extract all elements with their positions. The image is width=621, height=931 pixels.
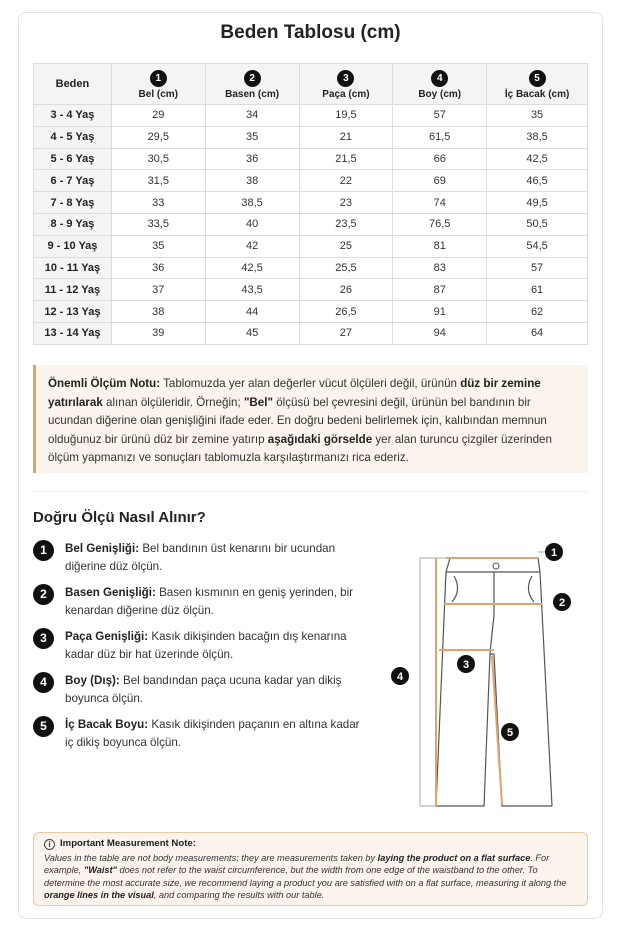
- step-text: [65, 672, 368, 707]
- value-cell: 40: [205, 213, 299, 235]
- note-emphasis: orange lines in the visual: [44, 890, 154, 901]
- page-title: Beden Tablosu (cm): [220, 22, 401, 43]
- section-divider: [33, 491, 588, 492]
- value-cell: 29: [111, 105, 205, 127]
- number-badge-1: 1: [150, 70, 167, 87]
- svg-text:3: 3: [462, 659, 470, 671]
- step-description: Kasık dikişinden paçanın en altına kadar iç dikiş boyunca ölçün.: [65, 718, 360, 749]
- step-label: Boy (Dış):: [65, 674, 120, 687]
- marker-4: [391, 667, 409, 685]
- column-label: Paça (cm): [322, 89, 370, 100]
- value-cell: 46,5: [487, 170, 588, 192]
- value-cell: 38: [111, 301, 205, 323]
- step-hip: [33, 584, 368, 620]
- step-number-5: 5: [33, 716, 54, 737]
- value-cell: 42,5: [205, 257, 299, 279]
- value-cell: 23,5: [299, 213, 393, 235]
- size-cell: 10 - 11 Yaş: [34, 257, 112, 279]
- info-icon: i: [44, 839, 55, 850]
- table-row: [34, 213, 588, 235]
- size-cell: 12 - 13 Yaş: [34, 301, 112, 323]
- step-number-1: 1: [33, 540, 54, 561]
- size-column-header: Beden: [34, 64, 112, 105]
- number-badge-3: 3: [337, 70, 354, 87]
- value-cell: 23: [299, 192, 393, 214]
- size-cell: 3 - 4 Yaş: [34, 105, 112, 127]
- note-text: Tablomuzda yer alan değerler vücut ölçüleri değil, ürünün: [160, 377, 461, 390]
- value-cell: 22: [299, 170, 393, 192]
- note-emphasis: laying the product on a flat surface: [377, 852, 531, 863]
- value-cell: 38,5: [487, 126, 588, 148]
- value-cell: 26,5: [299, 301, 393, 323]
- value-cell: 87: [393, 279, 487, 301]
- value-cell: 50,5: [487, 213, 588, 235]
- step-number-2: 2: [33, 584, 54, 605]
- value-cell: 25,5: [299, 257, 393, 279]
- measurement-steps: [33, 540, 368, 760]
- note-text: . For example,: [44, 852, 550, 876]
- note-text: ölçüsü bel çevresini değil, ürünün bel bandının bir ucundan diğerine olan genişliğini ifade eder. En doğru bedeni belirlemek için, kalıbından memnun olduğunuz bir ürünü düz bir zemine yatırıp: [48, 395, 547, 446]
- value-cell: 91: [393, 301, 487, 323]
- table-row: [34, 301, 588, 323]
- note-en-title: Important Measurement Note:: [60, 838, 196, 849]
- value-cell: 38: [205, 170, 299, 192]
- value-cell: 54,5: [487, 235, 588, 257]
- value-cell: 42,5: [487, 148, 588, 170]
- measurement-note-en: [33, 832, 588, 906]
- step-description: Bel bandından paça ucuna kadar yan dikiş boyunca ölçün.: [65, 674, 342, 705]
- note-label: Önemli Ölçüm Notu:: [48, 377, 161, 390]
- step-waist: [33, 540, 368, 576]
- pants-measurement-diagram: [380, 536, 580, 816]
- step-description: Basen kısmının en geniş yerinden, bir kenardan diğerine düz ölçün.: [65, 586, 354, 617]
- table-row: [34, 235, 588, 257]
- size-cell: 5 - 6 Yaş: [34, 148, 112, 170]
- step-number-4: 4: [33, 672, 54, 693]
- value-cell: 35: [205, 126, 299, 148]
- step-description: Bel bandının üst kenarını bir ucundan diğerine düz ölçün.: [65, 542, 336, 573]
- step-length: [33, 672, 368, 708]
- value-cell: 38,5: [205, 192, 299, 214]
- step-label: Basen Genişliği:: [65, 586, 156, 599]
- value-cell: 29,5: [111, 126, 205, 148]
- value-cell: 66: [393, 148, 487, 170]
- step-label: Paça Genişliği:: [65, 630, 149, 643]
- size-cell: 13 - 14 Yaş: [34, 322, 112, 344]
- value-cell: 76,5: [393, 213, 487, 235]
- column-header-leg-opening: [299, 64, 393, 105]
- value-cell: 94: [393, 322, 487, 344]
- size-cell: 4 - 5 Yaş: [34, 126, 112, 148]
- measurement-note-tr: [33, 365, 588, 473]
- value-cell: 31,5: [111, 170, 205, 192]
- size-cell: 8 - 9 Yaş: [34, 213, 112, 235]
- step-text: [65, 628, 368, 663]
- table-row: [34, 126, 588, 148]
- value-cell: 19,5: [299, 105, 393, 127]
- value-cell: 35: [111, 235, 205, 257]
- column-header-waist: [111, 64, 205, 105]
- size-cell: 7 - 8 Yaş: [34, 192, 112, 214]
- value-cell: 57: [487, 257, 588, 279]
- step-description: Kasık dikişinden bacağın dış kenarına kadar düz bir hat üzerinde ölçün.: [65, 630, 347, 661]
- value-cell: 61: [487, 279, 588, 301]
- note-text: does not refer to the waist circumference, but the width from one edge of the waistband to the other. To determine the most accurate size, we recommend laying a product you are satisfied with on a flat surface, measuring it along the: [44, 865, 567, 888]
- column-header-hip: [205, 64, 299, 105]
- size-cell: 9 - 10 Yaş: [34, 235, 112, 257]
- size-table: [33, 63, 588, 345]
- marker-2: [553, 593, 571, 611]
- number-badge-2: 2: [244, 70, 261, 87]
- number-badge-4: 4: [431, 70, 448, 87]
- value-cell: 83: [393, 257, 487, 279]
- note-emphasis: düz bir zemine yatırılarak: [48, 377, 541, 409]
- column-label: Boy (cm): [418, 89, 462, 100]
- svg-text:5: 5: [506, 727, 514, 739]
- table-row: [34, 279, 588, 301]
- note-emphasis: aşağıdaki görselde: [267, 432, 373, 446]
- value-cell: 49,5: [487, 192, 588, 214]
- value-cell: 44: [205, 301, 299, 323]
- step-inseam: [33, 716, 368, 752]
- size-table-body: [34, 105, 588, 345]
- column-label: İç Bacak (cm): [504, 89, 570, 100]
- table-header-row: [34, 64, 588, 105]
- value-cell: 21: [299, 126, 393, 148]
- value-cell: 30,5: [111, 148, 205, 170]
- value-cell: 62: [487, 301, 588, 323]
- value-cell: 21,5: [299, 148, 393, 170]
- step-text: [65, 716, 368, 751]
- note-en-heading: [44, 838, 577, 851]
- column-header-inseam: [487, 64, 588, 105]
- note-emphasis: "Waist": [83, 865, 117, 876]
- how-to-measure-heading: Doğru Ölçü Nasıl Alınır?: [33, 509, 206, 526]
- step-label: İç Bacak Boyu:: [65, 718, 149, 731]
- marker-1: [545, 543, 563, 561]
- value-cell: 35: [487, 105, 588, 127]
- column-label: Bel (cm): [138, 89, 178, 100]
- value-cell: 37: [111, 279, 205, 301]
- value-cell: 39: [111, 322, 205, 344]
- size-cell: 6 - 7 Yaş: [34, 170, 112, 192]
- value-cell: 26: [299, 279, 393, 301]
- note-emphasis: "Bel": [243, 395, 273, 409]
- value-cell: 69: [393, 170, 487, 192]
- column-header-length: [393, 64, 487, 105]
- note-text: Values in the table are not body measurements; they are measurements taken by: [44, 852, 378, 863]
- svg-text:1: 1: [550, 547, 558, 559]
- table-row: [34, 105, 588, 127]
- table-row: [34, 322, 588, 344]
- value-cell: 25: [299, 235, 393, 257]
- note-en-body: [44, 852, 577, 902]
- value-cell: 43,5: [205, 279, 299, 301]
- step-number-3: 3: [33, 628, 54, 649]
- column-label: Basen (cm): [225, 89, 280, 100]
- value-cell: 81: [393, 235, 487, 257]
- value-cell: 36: [111, 257, 205, 279]
- value-cell: 33,5: [111, 213, 205, 235]
- value-cell: 45: [205, 322, 299, 344]
- table-row: [34, 148, 588, 170]
- marker-3: [457, 655, 475, 673]
- note-text: yer alan turuncu çizgiler üzerinden ölçüm yapmanızı ve sonuçları tablomuzla karşılaştırmanızı rica ederiz.: [48, 432, 552, 465]
- step-leg-opening: [33, 628, 368, 664]
- svg-text:2: 2: [558, 597, 566, 609]
- value-cell: 34: [205, 105, 299, 127]
- size-cell: 11 - 12 Yaş: [34, 279, 112, 301]
- step-text: [65, 540, 368, 575]
- marker-5: [501, 723, 519, 741]
- value-cell: 36: [205, 148, 299, 170]
- note-text: alınan ölçüleridir. Örneğin;: [102, 395, 244, 409]
- number-badge-5: 5: [529, 70, 546, 87]
- svg-text:4: 4: [396, 671, 404, 683]
- step-text: [65, 584, 368, 619]
- value-cell: 42: [205, 235, 299, 257]
- step-label: Bel Genişliği:: [65, 542, 140, 555]
- pants-button: [493, 563, 499, 569]
- value-cell: 27: [299, 322, 393, 344]
- table-row: [34, 257, 588, 279]
- table-row: [34, 192, 588, 214]
- value-cell: 57: [393, 105, 487, 127]
- value-cell: 74: [393, 192, 487, 214]
- value-cell: 61,5: [393, 126, 487, 148]
- table-row: [34, 170, 588, 192]
- value-cell: 33: [111, 192, 205, 214]
- note-text: , and comparing the results with our table.: [153, 890, 325, 901]
- value-cell: 64: [487, 322, 588, 344]
